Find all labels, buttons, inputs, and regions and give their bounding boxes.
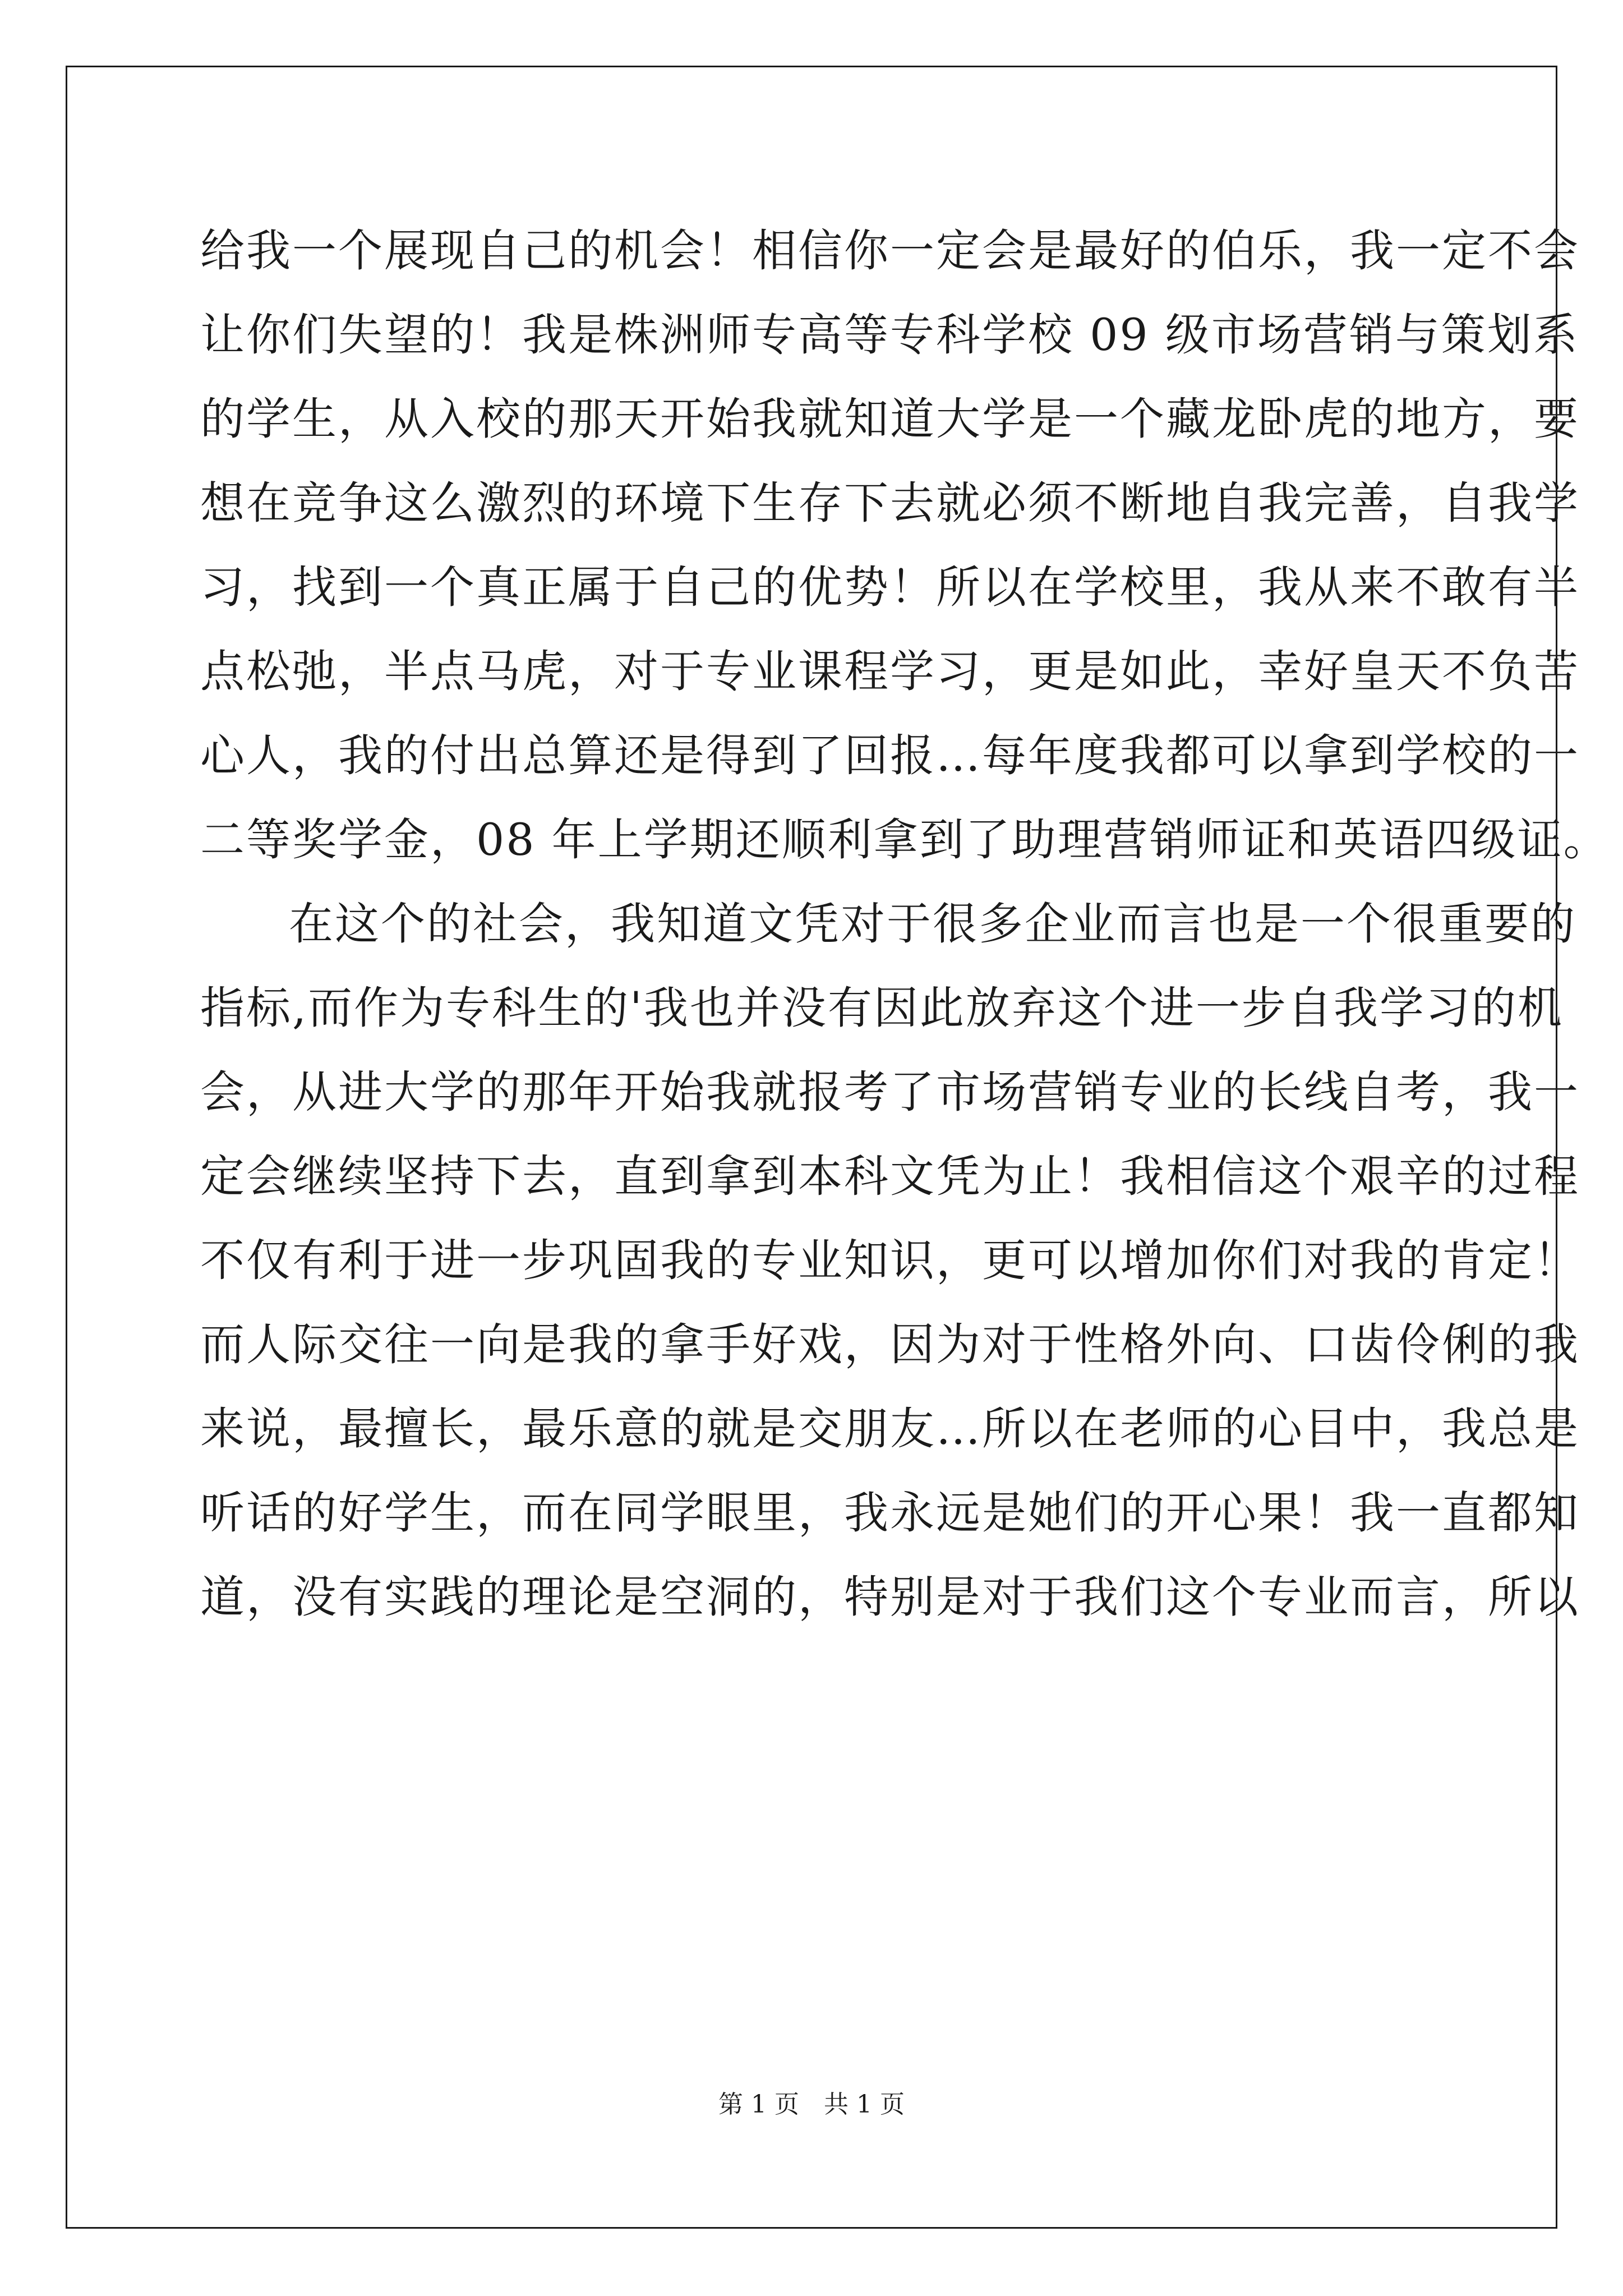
text-line: 听话的好学生，而在同学眼里，我永远是她们的开心果！我一直都知 bbox=[200, 1487, 1580, 1539]
text-line: 指标,而作为专科生的'我也并没有因此放弃这个进一步自我学习的机 bbox=[200, 982, 1564, 1034]
page-footer: 第 1 页 共 1 页 bbox=[718, 2090, 905, 2119]
text-line: 不仅有利于进一步巩固我的专业知识，更可以增加你们对我的肯定！ bbox=[200, 1235, 1580, 1286]
text-line: 而人际交往一向是我的拿手好戏，因为对于性格外向、口齿伶俐的我 bbox=[200, 1319, 1580, 1370]
text-line: 道，没有实践的理论是空洞的，特别是对于我们这个专业而言，所以 bbox=[200, 1571, 1580, 1623]
text-line: 二等奖学金，08 年上学期还顺利拿到了助理营销师证和英语四级证。 bbox=[200, 814, 1610, 866]
text-line: 给我一个展现自己的机会！相信你一定会是最好的伯乐，我一定不会 bbox=[200, 225, 1580, 277]
text-line: 心人，我的付出总算还是得到了回报…每年度我都可以拿到学校的一 bbox=[200, 730, 1580, 781]
text-line: 的学生，从入校的那天开始我就知道大学是一个藏龙卧虎的地方，要 bbox=[200, 393, 1580, 445]
text-line: 来说，最擅长，最乐意的就是交朋友…所以在老师的心目中，我总是 bbox=[200, 1403, 1580, 1455]
text-line: 定会继续坚持下去，直到拿到本科文凭为止！我相信这个艰辛的过程 bbox=[200, 1151, 1580, 1202]
text-line: 会，从进大学的那年开始我就报考了市场营销专业的长线自考，我一 bbox=[200, 1066, 1580, 1118]
text-line: 点松弛，半点马虎，对于专业课程学习，更是如此，幸好皇天不负苦 bbox=[200, 646, 1580, 697]
text-line: 让你们失望的！我是株洲师专高等专科学校 09 级市场营销与策划系 bbox=[200, 309, 1579, 361]
document-body bbox=[200, 209, 1610, 1639]
paragraph-start-line: 在这个的社会，我知道文凭对于很多企业而言也是一个很重要的 bbox=[289, 898, 1576, 950]
text-line: 想在竞争这么激烈的环境下生存下去就必须不断地自我完善，自我学 bbox=[200, 477, 1580, 529]
text-line: 习，找到一个真正属于自己的优势！所以在学校里，我从来不敢有半 bbox=[200, 562, 1580, 613]
